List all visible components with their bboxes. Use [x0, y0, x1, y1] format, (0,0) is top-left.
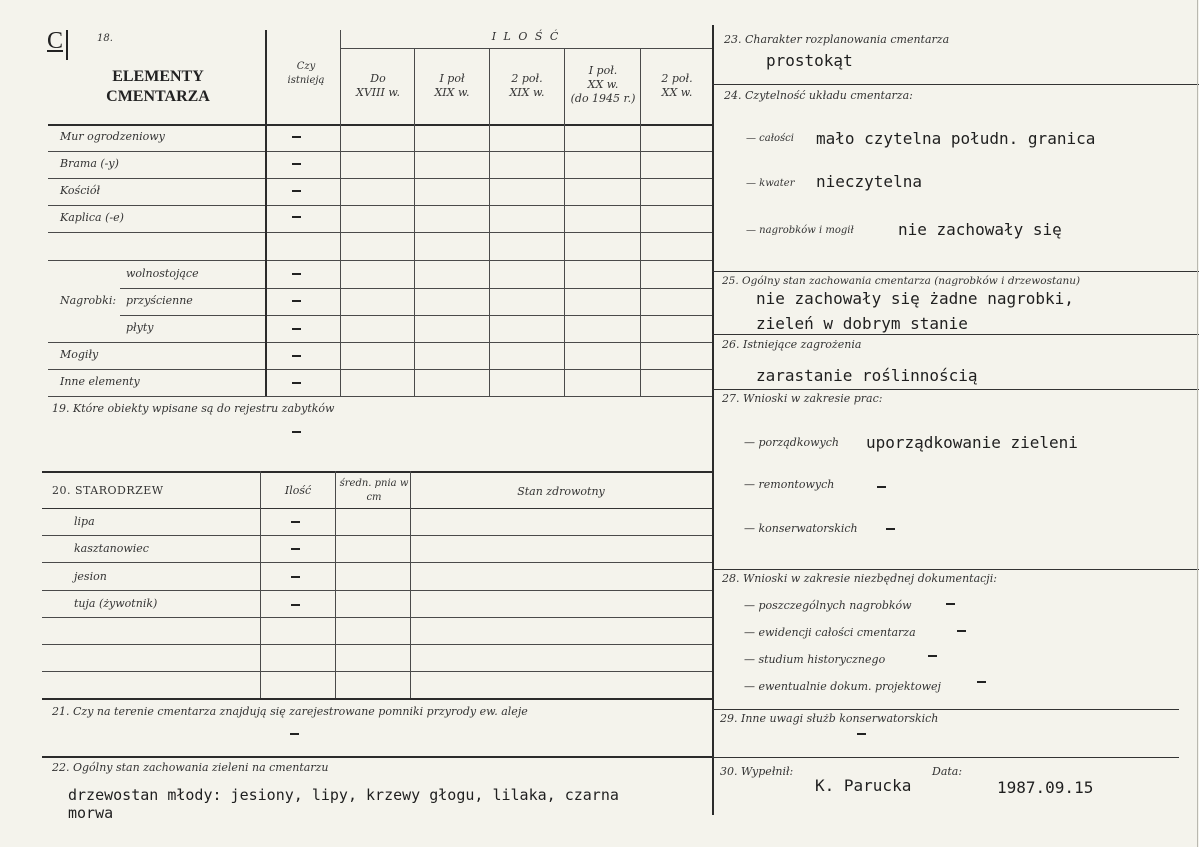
row-label-brama: Brama (-y) — [60, 157, 119, 170]
tree-ilosc-dash — [291, 604, 300, 606]
nagrobki-type-wolnostojace: wolnostojące — [126, 267, 199, 280]
starodrzew-col-srednica: średn. pnia w cm — [339, 478, 409, 503]
q21-label: 21. Czy na terenie cmentarza znajdują się zarejestrowane pomniki przyrody ew. aleje — [52, 705, 528, 718]
period-5-header: 2 poł. XX w. — [661, 72, 693, 99]
ilosc-underline — [340, 48, 712, 49]
starodrzew-row-line — [42, 562, 712, 563]
row-label-kaplica: Kaplica (-e) — [60, 211, 124, 224]
q25-label: 25. Ogólny stan zachowania cmentarza (nagrobków i drzewostanu) — [722, 275, 1081, 287]
q23-label: 23. Charakter rozplanowania cmentarza — [724, 33, 950, 46]
starodrzew-row-line — [42, 644, 712, 645]
corner-letter: C — [47, 28, 64, 54]
starodrzew-top-line — [42, 471, 712, 473]
q28-item-2-dash — [957, 630, 966, 632]
q27-item-3-label: — konserwatorskich — [744, 522, 858, 535]
q28-item-4-dash — [977, 681, 986, 683]
q28-item-2-label: — ewidencji całości cmentarza — [744, 626, 916, 639]
col-line — [640, 48, 641, 396]
q28-item-3-label: — studium historycznego — [744, 653, 886, 666]
q27-label: 27. Wnioski w zakresie prac: — [722, 392, 883, 405]
q25-value-line2: zieleń w dobrym stanie — [756, 314, 968, 333]
q28-bottom-line — [712, 709, 1179, 710]
row-line — [48, 205, 712, 206]
tree-ilosc-dash — [291, 521, 300, 523]
exists-dash — [292, 273, 301, 275]
q27-item-3-dash — [886, 528, 895, 530]
q25-value-line1: nie zachowały się żadne nagrobki, — [756, 289, 1074, 308]
row-line — [48, 151, 712, 152]
row-label-mogily: Mogiły — [60, 348, 99, 361]
row-line — [120, 315, 712, 316]
starodrzew-header-bottom — [42, 508, 712, 509]
elements-title-line1: ELEMENTY — [112, 68, 204, 85]
period-1-header: Do XVIII w. — [356, 72, 400, 99]
starodrzew-col-ilosc: Ilość — [284, 484, 312, 497]
col-header-exists: Czy istnieją — [287, 61, 325, 86]
elements-title-line2: CMENTARZA — [106, 88, 210, 105]
q24-label: 24. Czytelność układu cmentarza: — [724, 89, 913, 102]
q30-label: 30. Wypełnił: — [720, 765, 794, 778]
tree-kasztanowiec: kasztanowiec — [74, 542, 149, 555]
row-line — [48, 396, 712, 397]
q28-item-3-dash — [928, 655, 937, 657]
col-line — [265, 30, 267, 396]
exists-dash — [292, 328, 301, 330]
starodrzew-col-line — [335, 471, 336, 698]
row-line — [48, 178, 712, 179]
q23-bottom-line — [712, 84, 1199, 85]
nagrobki-label: Nagrobki: — [60, 294, 117, 307]
q22-value-line2: morwa — [68, 804, 114, 822]
starodrzew-row-line — [42, 535, 712, 536]
starodrzew-row-line — [42, 671, 712, 672]
q26-value: zarastanie roślinnością — [756, 366, 978, 385]
period-4-header: I poł. XX w. (do 1945 r.) — [570, 64, 636, 105]
nagrobki-type-przyscienne: przyścienne — [126, 294, 193, 307]
q30-date-label: Data: — [932, 765, 963, 778]
row-line — [48, 369, 712, 370]
exists-dash — [292, 300, 301, 302]
starodrzew-col-line — [410, 471, 411, 698]
q24-item-3-label: — nagrobków i mogił — [746, 225, 854, 236]
q27-item-1-value: uporządkowanie zieleni — [866, 433, 1078, 452]
row-label-mur: Mur ogrodzeniowy — [60, 130, 165, 143]
page-edge — [1197, 0, 1198, 847]
corner-mark — [66, 30, 68, 60]
starodrzew-row-line — [42, 617, 712, 618]
row-line — [120, 288, 712, 289]
q24-item-1-value: mało czytelna połudn. granica — [816, 129, 1096, 148]
row-label-kosciol: Kościół — [60, 184, 101, 197]
exists-dash — [292, 355, 301, 357]
row-line — [48, 342, 712, 343]
period-3-header: 2 poł. XIX w. — [509, 72, 545, 99]
tree-ilosc-dash — [291, 548, 300, 550]
q24-item-2-value: nieczytelna — [816, 172, 922, 191]
row-line — [48, 232, 712, 233]
tree-jesion: jesion — [74, 570, 107, 583]
col-line — [414, 48, 415, 396]
elements-header-bottom-line — [48, 124, 712, 126]
q30-date: 1987.09.15 — [997, 778, 1094, 797]
q27-item-2-label: — remontowych — [744, 478, 835, 491]
q24-bottom-line — [712, 271, 1199, 272]
row-line — [48, 260, 712, 261]
q27-item-2-dash — [877, 486, 886, 488]
q28-item-1-label: — poszczególnych nagrobków — [744, 599, 912, 612]
exists-dash — [292, 216, 301, 218]
row-label-inne: Inne elementy — [60, 375, 140, 388]
center-divider — [712, 25, 714, 815]
col-line — [340, 30, 341, 396]
q29-bottom-line — [712, 757, 1179, 758]
q19-label: 19. Które obiekty wpisane są do rejestru zabytków — [52, 402, 335, 415]
q23-value: prostokąt — [766, 51, 853, 70]
starodrzew-col-stan: Stan zdrowotny — [517, 485, 605, 498]
tree-tuja: tuja (żywotnik) — [74, 597, 158, 610]
col-line — [564, 48, 565, 396]
q24-item-2-label: — kwater — [746, 178, 795, 189]
starodrzew-section-label: 20. STARODRZEW — [52, 484, 164, 497]
q21-bottom-line — [42, 756, 712, 758]
q19-value-dash — [292, 431, 301, 433]
section-18-number: 18. — [97, 33, 113, 44]
q26-bottom-line — [712, 389, 1199, 390]
q27-bottom-line — [712, 569, 1199, 570]
starodrzew-row-line — [42, 590, 712, 591]
nagrobki-type-plyty: płyty — [126, 321, 154, 334]
q25-bottom-line — [712, 334, 1199, 335]
exists-dash — [292, 190, 301, 192]
q28-item-1-dash — [946, 603, 955, 605]
exists-dash — [292, 163, 301, 165]
period-2-header: I poł XIX w. — [434, 72, 470, 99]
q28-label: 28. Wnioski w zakresie niezbędnej dokumentacji: — [722, 572, 997, 585]
col-header-ilosc: I L O Ś Ć — [491, 30, 561, 43]
col-line — [489, 48, 490, 396]
q30-name: K. Parucka — [815, 776, 912, 795]
q24-item-3-value: nie zachowały się — [898, 220, 1062, 239]
exists-dash — [292, 382, 301, 384]
q22-value-line1: drzewostan młody: jesiony, lipy, krzewy głogu, lilaka, czarna — [68, 786, 619, 804]
exists-dash — [292, 136, 301, 138]
tree-ilosc-dash — [291, 576, 300, 578]
q29-label: 29. Inne uwagi służb konserwatorskich — [720, 712, 939, 725]
q28-item-4-label: — ewentualnie dokum. projektowej — [744, 680, 941, 693]
q24-item-1-label: — całości — [746, 133, 794, 144]
tree-lipa: lipa — [74, 515, 95, 528]
starodrzew-bottom-line — [42, 698, 712, 700]
q21-value-dash — [290, 733, 299, 735]
starodrzew-col-line — [260, 471, 261, 698]
q26-label: 26. Istniejące zagrożenia — [722, 338, 862, 351]
q29-value-dash — [857, 733, 866, 735]
q27-item-1-label: — porządkowych — [744, 436, 839, 449]
q22-label: 22. Ogólny stan zachowania zieleni na cmentarzu — [52, 761, 329, 774]
